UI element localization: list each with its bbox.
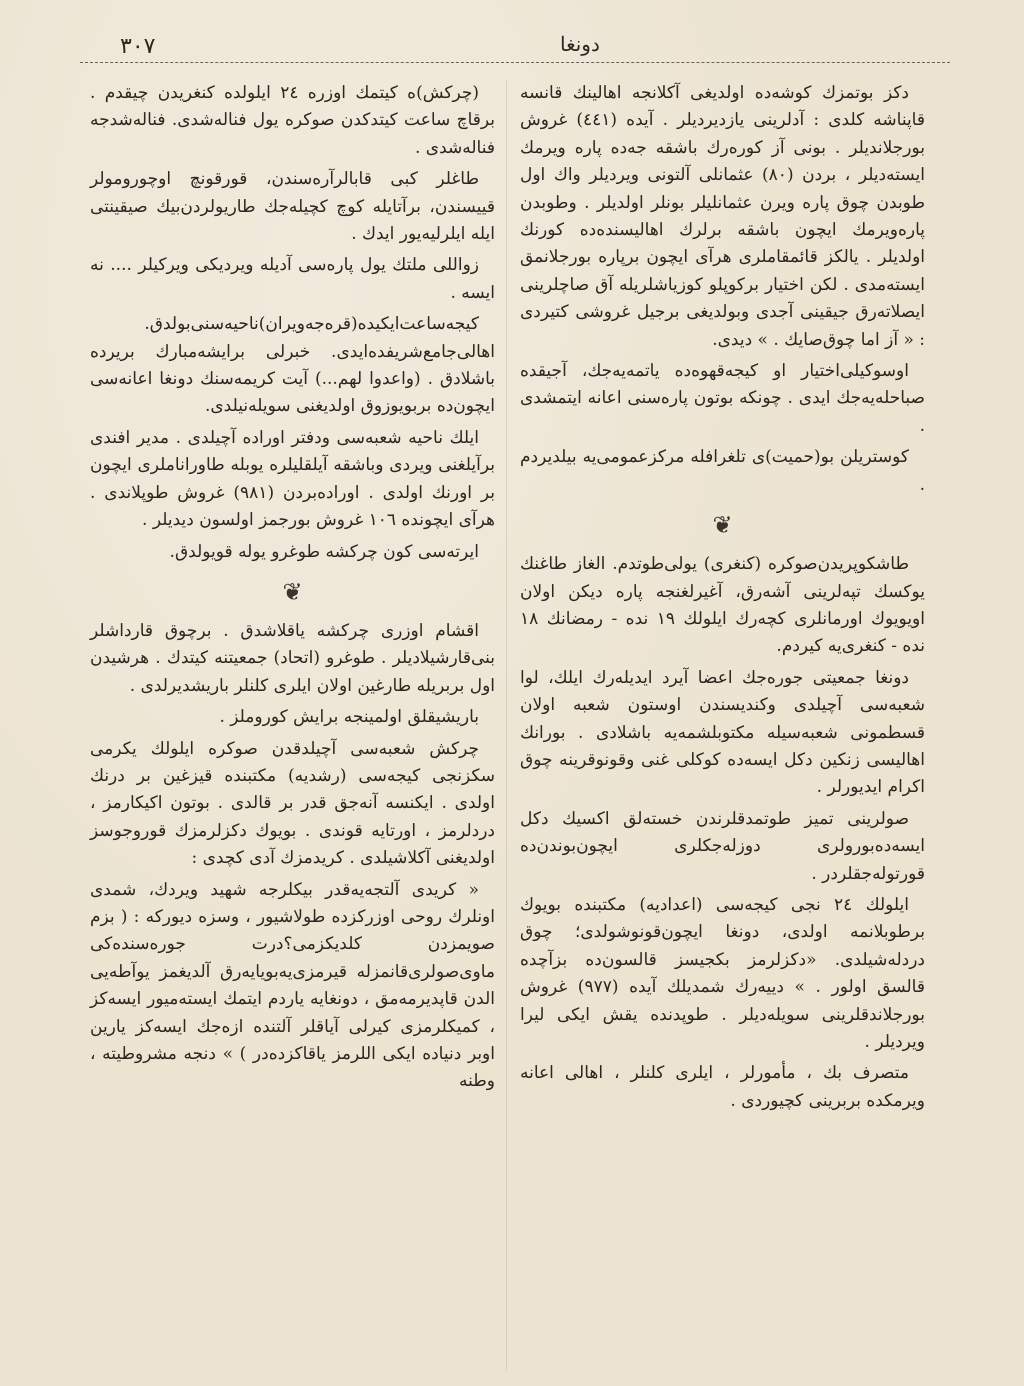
paragraph: صولرینی تمیز طوتمدقلرندن خسته‌لق اکسیك دکل ایسه‌ده‌بورولری دوزله‌جکلری ایچون‌بوندن‌ده قورتوله‌جقلردر . <box>520 808 925 884</box>
paragraph: زواللی ملتك یول پاره‌سی آدیله ویردیکی ویرکیلر .... نه ایسه . <box>90 255 495 303</box>
paragraph: چرکش شعبه‌سی آچیلدقدن صوکره ایلولك یکرمی سکزنجی کیجه‌سی (رشدیه) مکتبنده قیزغین بر درنك اولدی . ایکنسه آنه‌جق قدر بر قالدی . بوتون اکیکارمز ، دردلرمز ، اورتایه قوندی . بویوك دکزلرمزك قوروجوسز اولدیغنی آکلاشیلدی . کریدمزك آدی کچدی : <box>90 738 495 869</box>
paragraph: متصرف بك ، مأمورلر ، ایلری کلنلر ، اهالی اعانه ویرمکده بربرینی کچیوردی . <box>520 1063 925 1111</box>
column-gutter <box>506 80 507 1370</box>
paragraph: اوسوکیلی‌اختیار او کیجه‌قهوه‌ده یاتمه‌یه‌جك، آجیقده صباحله‌یه‌جك ایدی . چونکه بوتون پاره‌سنی اعانه ایتمشدی . <box>520 361 925 436</box>
paragraph: « کریدی آلتجه‌یه‌قدر بیکلرجه شهید ویردك، شمدی اونلرك روحی اوزرکزده طولاشیور ، وسزه دیورکه : ( بزم صویمزدن کلدیکزمی؟درت جوره‌سنده‌کی ماوی‌صولری‌قانمزله قیرمزی‌یه‌بویایه‌رق آلدیغمز یوآطه‌یی الدن قاپدیرمه‌مق ، دونغایه یاردم ایتمك ایسته‌میور ایسه‌کز ، کمیکلرمزی کیرلی آیاقلر آلتنده‌ ازه‌جك ایسه‌کز یارین اوبر دنیاده ایکی اللرمز یاقا‌کزده‌در ) » دنجه مشروطیته ، وطنه <box>90 879 495 1092</box>
running-title: دونغا <box>560 32 600 56</box>
paragraph: اقشام اوزری چرکشه یاقلاشدق . برچوق قارداشلر بنی‌قارشیلادیلر . طوغرو (اتحاد) جمعیتنه کیتدك . هرشیدن اول بربریله طارغین اولان ایلری کلنلر باریشدیرلدی . <box>90 620 495 696</box>
paragraph: کیجه‌ساعت‌ایکیده(قره‌جه‌ویران)ناحیه‌سنی‌بولدق. اهالی‌جامع‌شریفده‌ایدی. خبرلی برایشه‌مبارك بریرده باشلادق . (واعدوا لهم...) آیت کریمه‌سنك دونغا اعانه‌سی ایچون‌ده بربویوزوق اولدیغنی سویله‌نیلدی. <box>90 314 495 417</box>
paragraph: باریشیقلق اولمینجه برایش کوروملز . <box>219 707 479 728</box>
right-column <box>520 80 925 1119</box>
paragraph: کوستریلن بو(حمیت)ی تلغرافله مرکزعمومی‌یه بیلدیردم . <box>520 447 925 495</box>
paragraph: ایلك ناحیه شعبه‌سی ودفتر اوراده آچیلدی . مدیر افندی برآیلغنی ویردی وباشقه آیلقلیلره یوبله طاوراناملری ایچون بر اورنك اولدی . اوراده‌بردن (٩٨١) غروش طوپلاندی . هرآی ایچونده ١٠٦ غروش بورجمز اولسون دیدیلر . <box>90 427 495 531</box>
leaf-ornament-icon: ❦ <box>282 577 303 606</box>
paragraph: دکز بوتمزك کوشه‌ده اولدیغی آکلانجه اهالینك قانسه قاپناشه کلدی : آدلرینی یازدیردیلر . آیده (٤٤١) غروش بورجلاندیلر . بونی آز کوره‌رك باشقه جه‌ده پاره ویرمك ایسته‌دیلر ، بردن (٨٠) عثمانلی آلتونی ویردیلر واك اول طوبدن چوق پاره ویرن عثمانلیلر بونلر اولدیلر . وطوبدن پاره‌ویرمك ایچون باشقه برلرك اهالیسنده‌ده کورنك اولدیلر . یالکز قائمقاملری هرآی ایچون برپاره بورجلانمق ایسته‌مدی . لکن اختیار برکوپلو کوزیاشلریله آق صاچلرینی ایصلاته‌رق جیقینی آجدی وبولدیغی برجیل غروشی کتیردی : « آز اما چوق‌صایك . » دیدی. <box>520 83 925 350</box>
paragraph: ایلولك ٢٤ نجی کیجه‌سی (اعدادیه) مکتبنده بویوك برطوبلانمه اولدی، دونغا ایچون‌قونوشولدی؛ چوق دردله‌شیلدی. «دکزلرمز بکجیسز قالسون‌ده بزآچده قالسق اولور . » دییه‌رك شمدیلك آیده (٩٧٧) غروش بورجلاندقلرینی سویله‌دیلر . طوپدنده یقش ایکی لیرا ویردیلر . <box>520 894 925 1052</box>
page-number: ٣٠٧ <box>120 34 156 59</box>
paragraph: (چرکش)ه کیتمك اوزره ٢٤ ایلولده کنغریدن چیقدم . برقاچ ساعت کیتدکدن صوکره یول فناله‌شدی. فناله‌شدجه فناله‌شدی . <box>90 83 495 158</box>
paragraph: ایرته‌سی کون چرکشه طوغرو یوله قویولدق. <box>169 541 479 562</box>
paragraph: طاشکوپریدن‌صوکره (کنغری) یولی‌طوتدم. الغاز طاغنك یوکسك تپه‌لرینی آشه‌رق، آغیرلغنجه پاره دیکن اولان اویویوك اورمانلری کچه‌رك ایلولك ١٩ نده - رمضانك ١٨ نده - کنغری‌یه کیردم. <box>520 554 925 657</box>
header-rule <box>80 62 950 63</box>
left-column <box>90 80 495 1100</box>
paragraph: طاغلر کبی قابالرآره‌سندن، قورقونچ اوچورومولر قییسندن، برآتایله کوچ کچیله‌جك طاریولردن‌بیك صیقینتی ایله ایلرلیه‌یور ایدك . <box>90 169 495 245</box>
page-header <box>90 30 940 64</box>
paragraph: دونغا جمعیتی جوره‌جك اعضا آیرد ایدیله‌رك ایلك، لوا شعبه‌سی آچیلدی وکندیسندن اوستون شعبه اولان قسطمونی شعبه‌سیله مکتوبلشمه‌یه باشلادی . بورانك اهالیسی زنکین دکل ایسه‌ده کوکلی غنی وقونوقرینه چوق اکرام ایدیورلر . <box>520 667 925 798</box>
leaf-ornament-icon: ❦ <box>712 511 733 540</box>
